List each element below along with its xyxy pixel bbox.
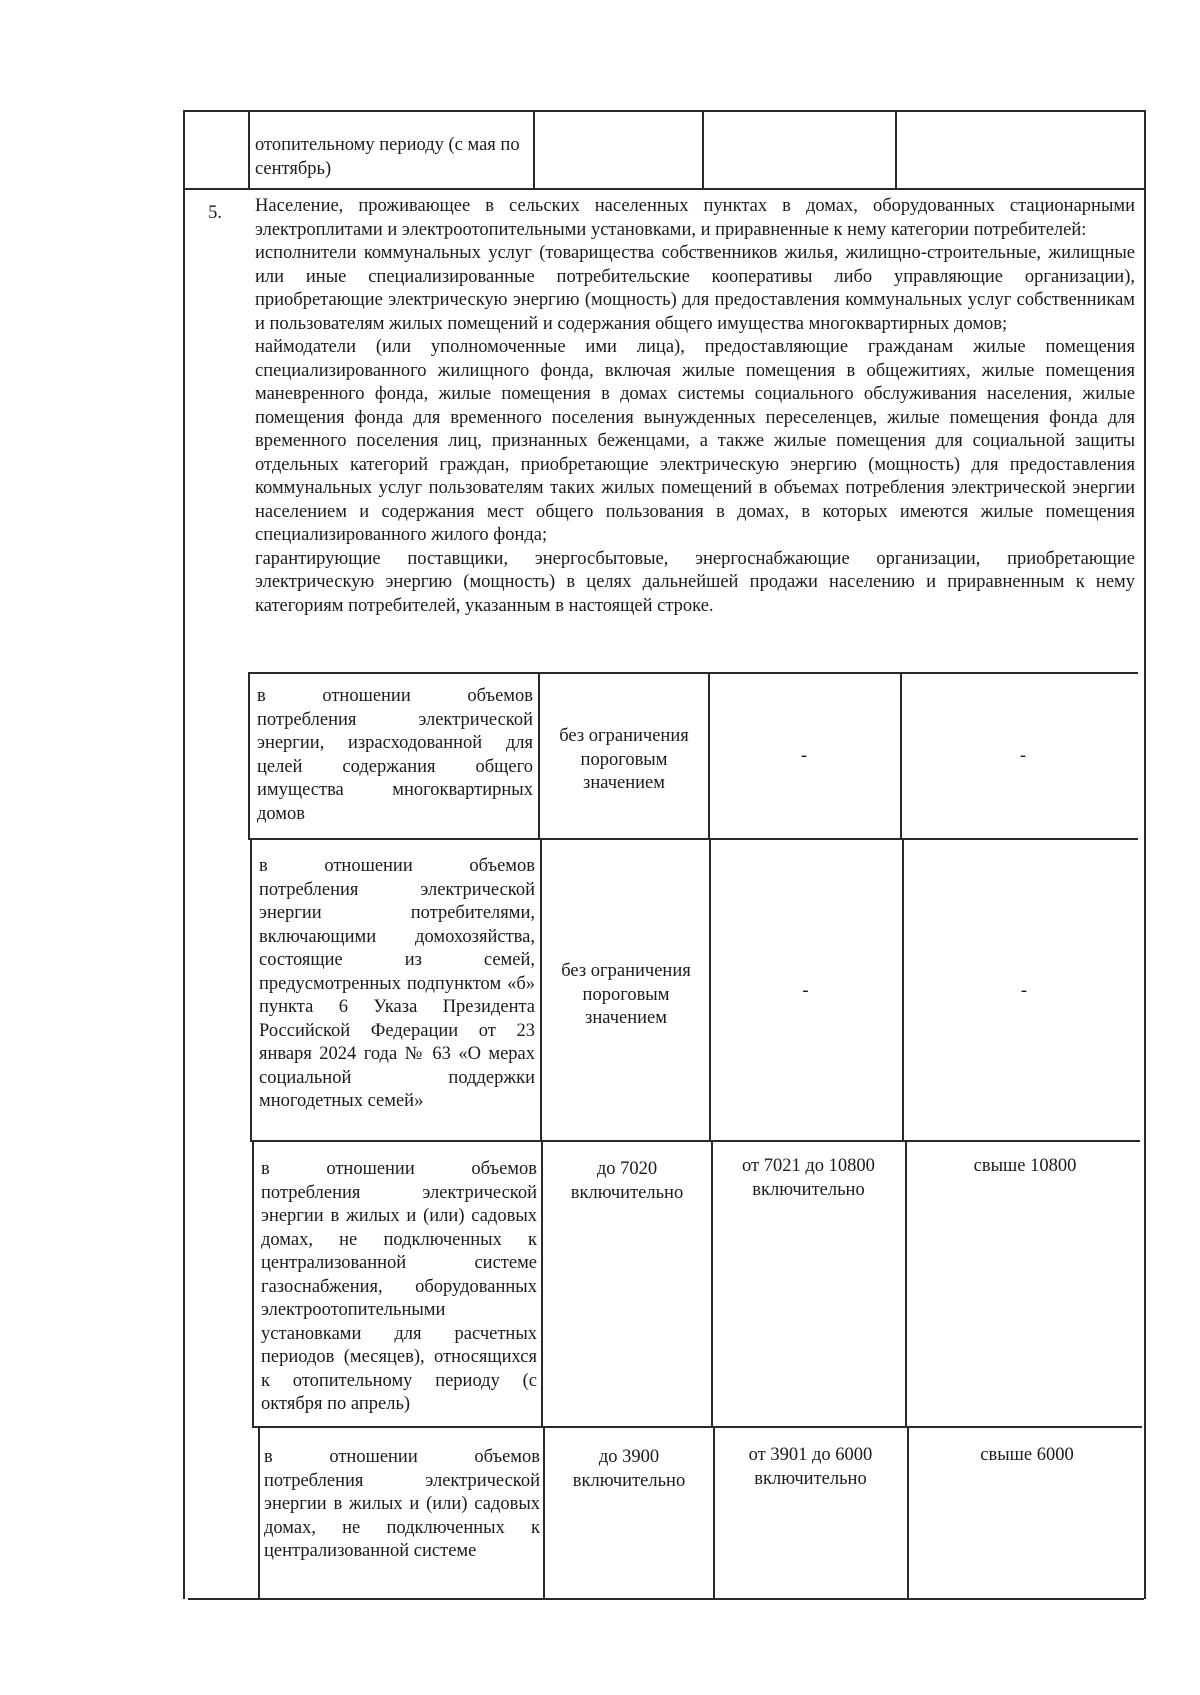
row-divider xyxy=(252,1426,1142,1428)
table-cell-threshold-3: - xyxy=(1020,981,1028,1001)
paragraph: исполнители коммунальных услуг (товарищества собственников жилья, жилищно-строительные, жилищные или иные специализированные потребительские кооперативы либо управляющие организации), приобретающие электрическую энергию (мощность) для предоставления коммунальных услуг собственникам и пользователям жилых помещений и содержания общего имущества многоквартирных домов; xyxy=(255,243,1135,334)
table-top-border xyxy=(183,110,1145,112)
column-divider xyxy=(905,1140,907,1426)
table-cell-description xyxy=(255,134,530,181)
table-cell-threshold-3: свыше 6000 xyxy=(980,1445,1074,1465)
column-divider xyxy=(533,110,535,188)
table-bottom-border xyxy=(188,1598,1144,1600)
table-cell-description: в отношении объемов потребления электрической энергии потребителями, включающими домохозяйства, состоящие из семей, предусмотренных подпунктом «б» пункта 6 Указа Президента Российской Федерации от 23 января 2024 года № 63 «О мерах социальной поддержки многодетных семей» xyxy=(259,856,535,1111)
table-cell-description: в отношении объемов потребления электрической энергии, израсходованной для целей содержания общего имущества многоквартирных домов xyxy=(257,686,533,824)
column-divider xyxy=(702,110,704,188)
table-cell-threshold-1: до 7020 включительно xyxy=(570,1159,684,1203)
row-divider xyxy=(250,1140,1140,1142)
column-divider xyxy=(538,672,540,838)
cell-text: отопительному периоду (с мая по сентябрь) xyxy=(255,135,520,179)
table-cell-description: в отношении объемов потребления электрической энергии в жилых и (или) садовых домах, не подключенных к централизованной системе газоснабжения, оборудованных электроотопительными установками для расчетных периодов (месяцев), относящихся к отопительному периоду (с октября по апрель) xyxy=(261,1159,537,1414)
column-divider xyxy=(250,838,252,1140)
table-cell-threshold-3: свыше 10800 xyxy=(973,1156,1077,1176)
column-divider xyxy=(540,838,542,1140)
table-cell-threshold-3: - xyxy=(1019,746,1027,766)
table-cell-threshold-1: до 3900 включительно xyxy=(572,1447,686,1491)
paragraph: гарантирующие поставщики, энергосбытовые, энергоснабжающие организации, приобретающие электрическую энергию (мощность) в целях дальнейшей продажи населению и приравненным к нему категориям потребителей, указанным в настоящей строке. xyxy=(255,548,1135,616)
row-divider xyxy=(248,838,1138,840)
row-divider xyxy=(183,188,1145,190)
column-divider xyxy=(713,1426,715,1598)
column-divider xyxy=(708,672,710,838)
column-divider xyxy=(895,110,897,188)
column-divider xyxy=(711,1140,713,1426)
column-divider xyxy=(902,838,904,1140)
column-divider xyxy=(258,1426,260,1598)
table-cell-description: в отношении объемов потребления электрической энергии в жилых и (или) садовых домах, не подключенных к централизованной системе xyxy=(264,1447,540,1561)
column-divider xyxy=(248,672,250,838)
column-divider xyxy=(907,1426,909,1598)
table-cell-threshold-2: от 7021 до 10800 включительно xyxy=(742,1156,875,1200)
table-left-border xyxy=(183,110,185,1599)
paragraph: наймодатели (или уполномоченные ими лица), предоставляющие гражданам жилые помещения специализированного жилищного фонда, включая жилые помещения в общежитиях, жилые помещения маневренного фонда, жилые помещения в домах системы социального обслуживания населения, жилые помещения фонда для временного поселения вынужденных переселенцев, жилые помещения фонда для временного поселения лиц, признанных беженцами, а также жилые помещения для социальной защиты отдельных категорий граждан, приобретающие электрическую энергию (мощность) для предоставления коммунальных услуг пользователям таких жилых помещений в объемах потребления электрической энергии населением и содержания мест общего пользования в домах, в которых имеются жилые помещения специализированного жилого фонда; xyxy=(255,337,1135,545)
table-cell-threshold-1: без ограничения пороговым значением xyxy=(561,961,691,1028)
table-cell-threshold-2: от 3901 до 6000 включительно xyxy=(748,1445,873,1489)
column-divider xyxy=(543,1426,545,1598)
paragraph: Население, проживающее в сельских населенных пунктах в домах, оборудованных стационарными электроплитами и электроотопительными установками, и приравненные к нему категории потребителей: xyxy=(255,196,1135,240)
table-cell-threshold-2: - xyxy=(802,981,809,1001)
table-cell-threshold-1: без ограничения пороговым значением xyxy=(559,726,689,793)
column-divider xyxy=(248,110,250,188)
row-divider xyxy=(248,672,1138,674)
table-right-border xyxy=(1144,110,1146,1599)
row-number: 5. xyxy=(208,203,222,223)
row5-description xyxy=(255,195,1135,618)
table-cell-threshold-2: - xyxy=(800,746,808,766)
column-divider xyxy=(252,1140,254,1426)
column-divider xyxy=(900,672,902,838)
column-divider xyxy=(541,1140,543,1426)
column-divider xyxy=(709,838,711,1140)
